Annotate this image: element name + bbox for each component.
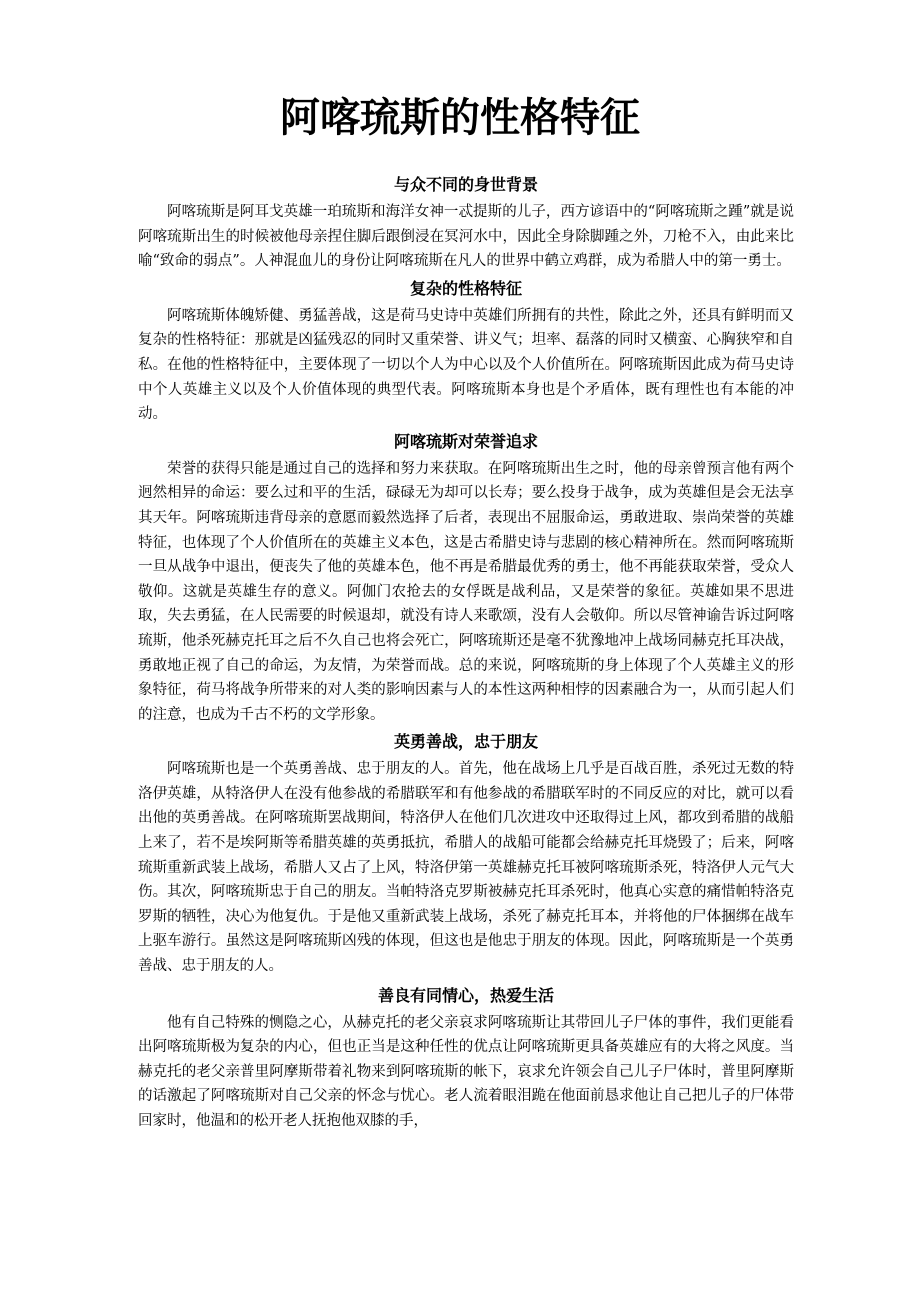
section-pursuit-of-honor — [138, 427, 794, 728]
section-compassion — [138, 981, 794, 1134]
section-paragraph: 阿喀琉斯体魄矫健、勇猛善战，这是荷马史诗中英雄们所拥有的共性，除此之外，还具有鲜明而又复杂的性格特征：那就是凶猛残忍的同时又重荣誉、讲义气；坦率、磊落的同时又横蛮、心胸狭窄和自私。在他的性格特征中，主要体现了一切以个人为中心以及个人价值所在。阿喀琉斯因此成为荷马史诗中个人英雄主义以及个人价值体现的典型代表。阿喀琉斯本身也是个矛盾体，既有理性也有本能的冲动。 — [138, 307, 794, 423]
section-complex-character — [138, 274, 794, 427]
section-brave-and-loyal — [138, 727, 794, 978]
section-heading: 与众不同的身世背景 — [393, 175, 538, 194]
section-heading: 善良有同情心，热爱生活 — [377, 985, 554, 1005]
section-heading: 阿喀琉斯对荣誉追求 — [393, 431, 538, 451]
document-body — [138, 170, 794, 1134]
section-paragraph: 荣誉的获得只能是通过自己的选择和努力来获取。在阿喀琉斯出生之时，他的母亲曾预言他有两个迥然相异的命运：要么过和平的生活，碌碌无为却可以长寿；要么投身于战争，成为英雄但是会无法享其天年。阿喀琉斯违背母亲的意愿而毅然选择了后者，表现出不屈服命运，勇敢进取、崇尚荣誉的英雄特征，也体现了个人价值所在的英雄主义本色，这是古希腊史诗与悲剧的核心精神所在。然而阿喀琉斯一旦从战争中退出，便丧失了他的英雄本色，他不再是希腊最优秀的勇士，他不再能获取荣誉，受众人敬仰。这就是英雄生存的意义。阿伽门农抢去的女俘既是战利品，又是荣誉的象征。英雄如果不思进取，失去勇猛，在人民需要的时候退却，就没有诗人来歌颂，没有人会敬仰。所以尽管神谕告诉过阿喀琉斯，他杀死赫克托耳之后不久自己也将会死亡，阿喀琉斯还是毫不犹豫地冲上战场同赫克托耳决战，勇敢地正视了自己的命运，为友情，为荣誉而战。总的来说，阿喀琉斯的身上体现了个人英雄主义的形象特征，荷马将战争所带来的对人类的影响因素与人的本性这两种相悖的因素融合为一，从而引起人们的注意，也成为千古不朽的文学形象。 — [138, 460, 794, 723]
document-title: 阿喀琉斯的性格特征 — [280, 95, 640, 141]
section-paragraph: 阿喀琉斯也是一个英勇善战、忠于朋友的人。首先，他在战场上几乎是百战百胜，杀死过无数的特洛伊英雄，从特洛伊人在没有他参战的希腊联军和有他参战的希腊联军时的不同反应的对比，就可以看出他的英勇善战。在阿喀琉斯罢战期间，特洛伊人在他们几次进攻中还取得过上风，都攻到希腊的战船上来了，若不是埃阿斯等希腊英雄的英勇抵抗，希腊人的战船可能都会给赫克托耳烧毁了；后来，阿喀琉斯重新武装上战场，希腊人又占了上风，特洛伊第一英雄赫克托耳被阿喀琉斯杀死，特洛伊人元气大伤。其次，阿喀琉斯忠于自己的朋友。当帕特洛克罗斯被赫克托耳杀死时，他真心实意的痛惜帕特洛克罗斯的牺牲，决心为他复仇。于是他又重新武装上战场，杀死了赫克托耳本，并将他的尸体捆绑在战车上驱车游行。虽然这是阿喀琉斯凶残的体现，但这也是他忠于朋友的体现。因此，阿喀琉斯是一个英勇善战、忠于朋友的人。 — [138, 761, 794, 975]
section-paragraph: 阿喀琉斯是阿耳戈英雄一珀琉斯和海洋女神一忒提斯的儿子，西方谚语中的“阿喀琉斯之踵”就是说阿喀琉斯出生的时候被他母亲捏住脚后跟倒浸在冥河水中，因此全身除脚踵之外，刀枪不入，由此来比喻“致命的弱点”。人神混血儿的身份让阿喀琉斯在凡人的世界中鹤立鸡群，成为希腊人中的第一勇士。 — [138, 204, 794, 270]
section-heading: 英勇善战，忠于朋友 — [393, 732, 538, 752]
section-family-background — [138, 170, 794, 274]
section-heading: 复杂的性格特征 — [409, 278, 522, 298]
section-paragraph: 他有自己特殊的恻隐之心，从赫克托的老父亲哀求阿喀琉斯让其带回儿子尸体的事件，我们更能看出阿喀琉斯极为复杂的内心，但也正当是这种任性的优点让阿喀琉斯更具备英雄应有的大将之风度。当赫克托的老父亲普里阿摩斯带着礼物来到阿喀琉斯的帐下，哀求允许领会自己儿子尸体时，普里阿摩斯的话激起了阿喀琉斯对自己父亲的怀念与忧心。老人流着眼泪跪在他面前恳求他让自己把儿子的尸体带回家时，他温和的松开老人抚抱他双膝的手， — [138, 1014, 794, 1129]
